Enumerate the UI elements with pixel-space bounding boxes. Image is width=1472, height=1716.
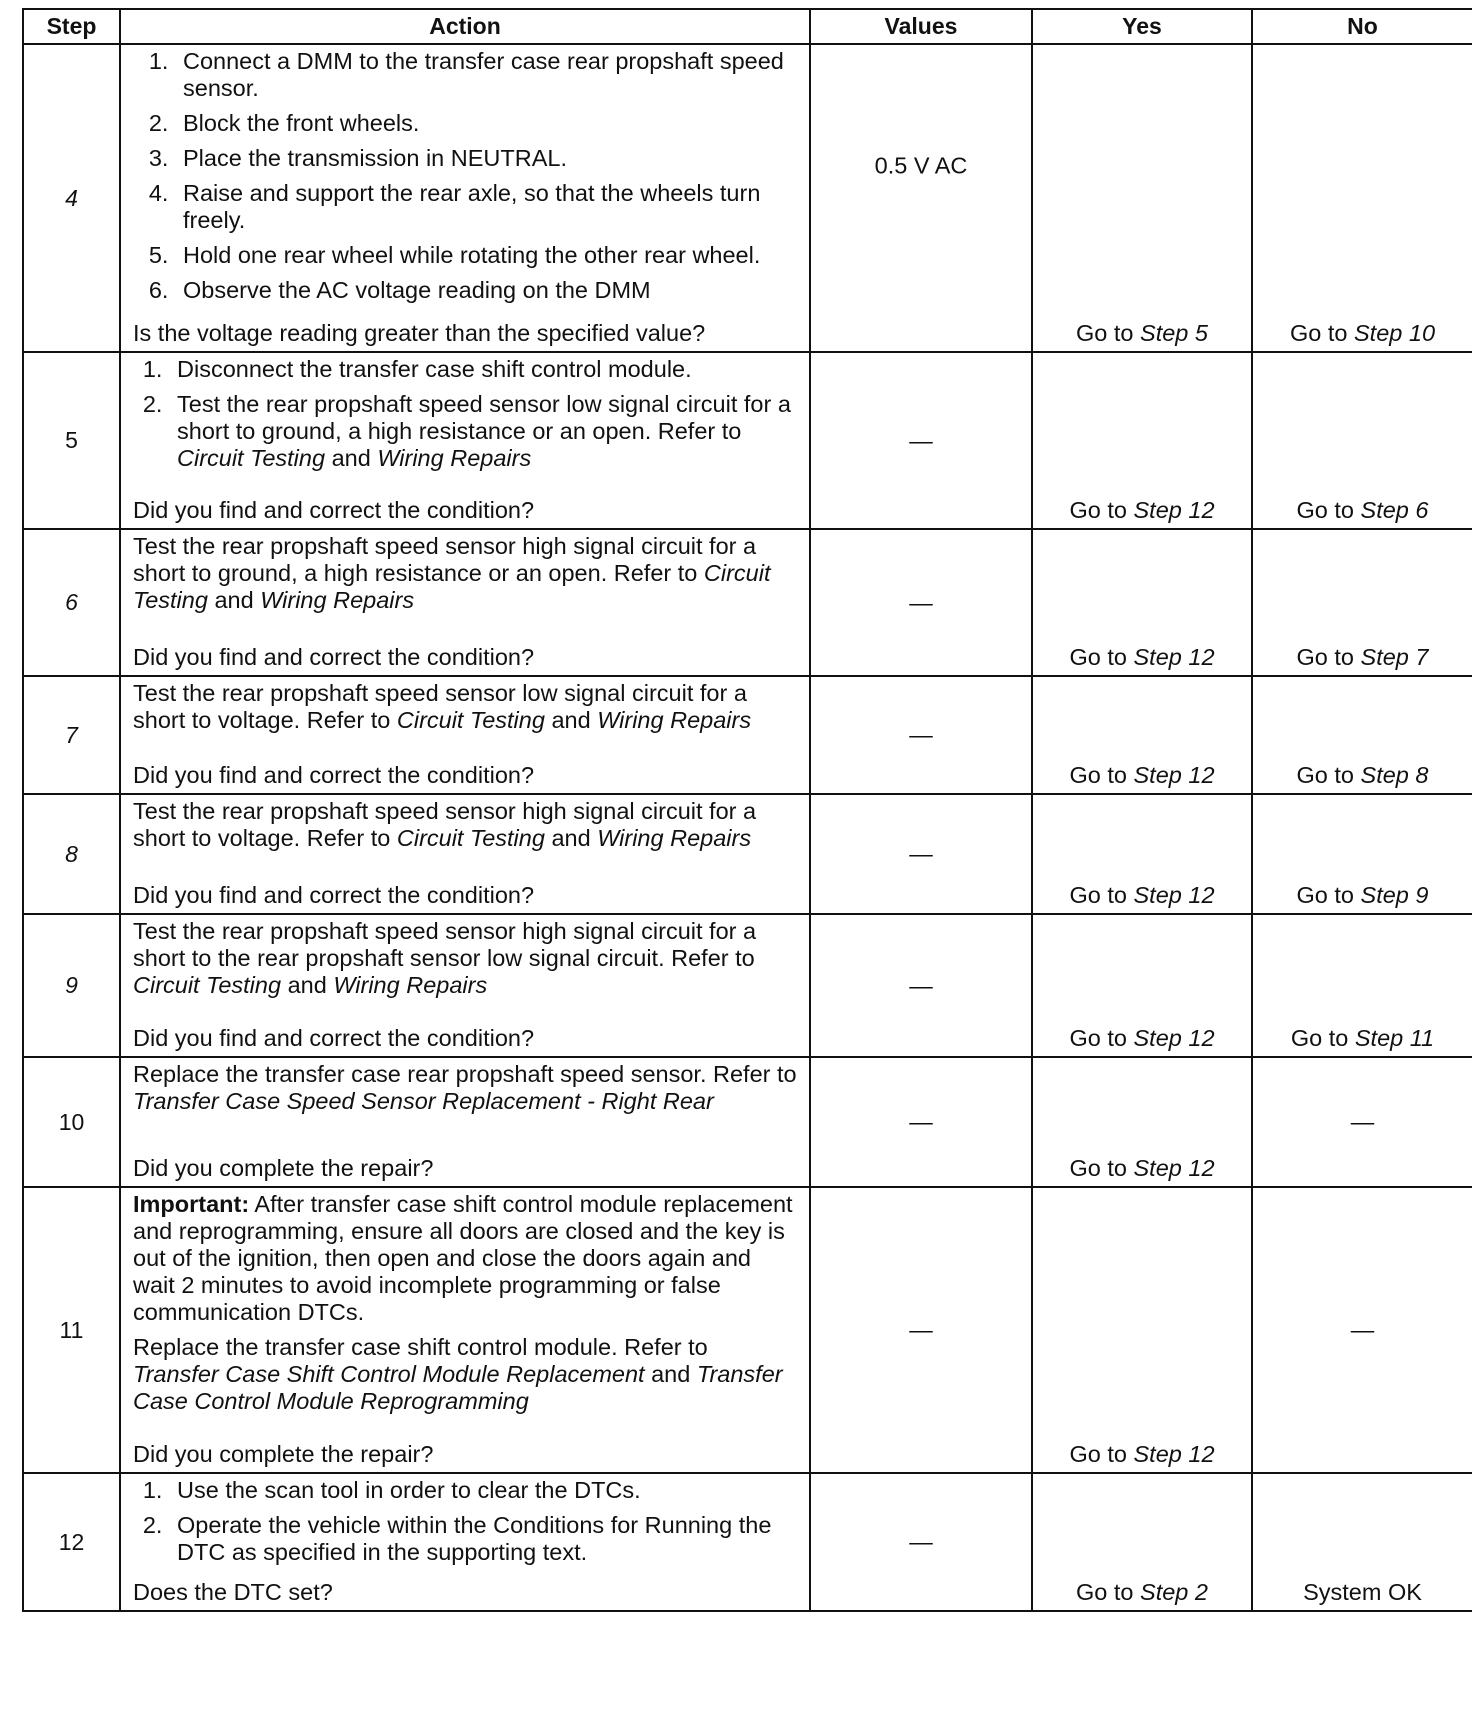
action-text: Test the rear propshaft speed sensor high signal circuit for a short to ground, a high resistance or an open. Refer to Circuit Testing and Wiring Repairs <box>133 533 771 613</box>
action-cell <box>120 352 810 529</box>
yes-step-link[interactable]: Step 12 <box>1133 1025 1215 1051</box>
no-cell: Go to Step 8 <box>1252 676 1472 794</box>
step-number: 12 <box>23 1473 120 1611</box>
step-number: 6 <box>23 529 120 676</box>
yes-step-link[interactable]: Step 12 <box>1133 882 1215 908</box>
values-cell: — <box>810 676 1032 794</box>
no-cell: System OK <box>1252 1473 1472 1611</box>
question: Did you find and correct the condition? <box>133 644 535 670</box>
header-values: Values <box>810 9 1032 44</box>
question: Did you complete the repair? <box>133 1155 434 1181</box>
yes-step-link[interactable]: Step 2 <box>1140 1579 1208 1605</box>
values-cell: — <box>810 352 1032 529</box>
reference-link[interactable]: Wiring Repairs <box>377 445 532 471</box>
no-cell: — <box>1252 1057 1472 1187</box>
no-step-link[interactable]: Step 11 <box>1354 1025 1435 1051</box>
yes-step-link[interactable]: Step 12 <box>1133 497 1215 523</box>
values-cell: — <box>810 1057 1032 1187</box>
no-cell: Go to Step 9 <box>1252 794 1472 914</box>
list-item: 6. Observe the AC voltage reading on the DMM <box>175 277 797 304</box>
step-number: 5 <box>23 352 120 529</box>
step-number: 4 <box>23 44 120 352</box>
question: Does the DTC set? <box>133 1579 333 1605</box>
reference-link[interactable]: Wiring Repairs <box>597 825 752 851</box>
question: Did you find and correct the condition? <box>133 882 535 908</box>
action-list <box>133 356 797 472</box>
no-step-link[interactable]: Step 8 <box>1360 762 1429 788</box>
values-cell: — <box>810 794 1032 914</box>
reference-link[interactable]: Transfer Case Speed Sensor Replacement - Right Rear <box>133 1088 714 1114</box>
list-item: 4. Raise and support the rear axle, so that the wheels turn freely. <box>175 180 797 234</box>
yes-cell: Go to Step 12 <box>1032 529 1252 676</box>
action-cell <box>120 529 810 676</box>
action-text: Replace the transfer case shift control module. Refer to Transfer Case Shift Control Module Replacement and Transfer Case Control Module Reprogramming <box>133 1334 783 1414</box>
step-row-11 <box>23 1187 1472 1473</box>
list-item: 1. Use the scan tool in order to clear the DTCs. <box>169 1477 797 1504</box>
step-number: 8 <box>23 794 120 914</box>
action-list <box>133 1477 797 1566</box>
no-step-link[interactable]: Step 6 <box>1360 497 1429 523</box>
action-text: Test the rear propshaft speed sensor low signal circuit for a short to voltage. Refer to Circuit Testing and Wiring Repairs <box>133 680 752 733</box>
yes-cell: Go to Step 12 <box>1032 1187 1252 1473</box>
action-text: Replace the transfer case rear propshaft speed sensor. Refer to Transfer Case Speed Sensor Replacement - Right Rear <box>133 1061 797 1114</box>
step-number: 10 <box>23 1057 120 1187</box>
values-cell: — <box>810 1473 1032 1611</box>
step-row-6 <box>23 529 1472 676</box>
action-cell <box>120 44 810 352</box>
question: Did you find and correct the condition? <box>133 1025 535 1051</box>
question: Did you find and correct the condition? <box>133 762 535 788</box>
list-item: 2. Operate the vehicle within the Conditions for Running the DTC as specified in the supporting text. <box>169 1512 797 1566</box>
no-step-link[interactable]: Step 7 <box>1360 644 1429 670</box>
yes-cell: Go to Step 12 <box>1032 914 1252 1057</box>
reference-link[interactable]: Circuit Testing <box>396 825 545 851</box>
list-item: 3. Place the transmission in NEUTRAL. <box>175 145 797 172</box>
no-cell: — <box>1252 1187 1472 1473</box>
values-cell: — <box>810 529 1032 676</box>
yes-step-link[interactable]: Step 12 <box>1133 1441 1215 1467</box>
no-cell: Go to Step 11 <box>1252 914 1472 1057</box>
action-cell <box>120 676 810 794</box>
header-step: Step <box>23 9 120 44</box>
yes-step-link[interactable]: Step 12 <box>1133 762 1215 788</box>
list-item: 2. Test the rear propshaft speed sensor low signal circuit for a short to ground, a high resistance or an open. Refer to Circuit Testing and Wiring Repairs <box>169 391 797 472</box>
yes-cell: Go to Step 2 <box>1032 1473 1252 1611</box>
reference-link[interactable]: Wiring Repairs <box>597 707 752 733</box>
important-note: Important: After transfer case shift control module replacement and reprogramming, ensure all doors are closed and the key is out of the ignition, then open and close the doors again and wait 2 minutes to avoid incomplete programming or false communication DTCs. <box>133 1191 793 1325</box>
header-action: Action <box>120 9 810 44</box>
header-yes: Yes <box>1032 9 1252 44</box>
no-step-link[interactable]: Step 10 <box>1354 320 1436 346</box>
action-cell <box>120 794 810 914</box>
yes-step-link[interactable]: Step 12 <box>1133 1155 1215 1181</box>
yes-cell: Go to Step 12 <box>1032 352 1252 529</box>
step-row-5 <box>23 352 1472 529</box>
action-cell <box>120 1057 810 1187</box>
question: Did you find and correct the condition? <box>133 497 535 523</box>
no-step-link[interactable]: Step 9 <box>1360 882 1429 908</box>
reference-link[interactable]: Circuit Testing <box>396 707 545 733</box>
step-row-12 <box>23 1473 1472 1611</box>
step-number: 7 <box>23 676 120 794</box>
list-item: 2. Block the front wheels. <box>175 110 797 137</box>
reference-link[interactable]: Wiring Repairs <box>333 972 488 998</box>
yes-cell: Go to Step 12 <box>1032 1057 1252 1187</box>
reference-link[interactable]: Circuit Testing <box>177 445 326 471</box>
diagnostic-table-page <box>22 8 1452 1612</box>
values-cell: 0.5 V AC <box>810 44 1032 352</box>
action-cell <box>120 914 810 1057</box>
action-text: Test the rear propshaft speed sensor high signal circuit for a short to the rear propshaft sensor low signal circuit. Refer to Circuit Testing and Wiring Repairs <box>133 918 757 998</box>
header-no: No <box>1252 9 1472 44</box>
question: Is the voltage reading greater than the specified value? <box>133 320 706 346</box>
yes-step-link[interactable]: Step 12 <box>1133 644 1215 670</box>
important-label: Important: <box>133 1191 250 1217</box>
step-row-10 <box>23 1057 1472 1187</box>
yes-cell: Go to Step 12 <box>1032 794 1252 914</box>
list-item: 5. Hold one rear wheel while rotating the other rear wheel. <box>175 242 797 269</box>
step-row-7 <box>23 676 1472 794</box>
values-cell: — <box>810 1187 1032 1473</box>
list-item: 1. Connect a DMM to the transfer case rear propshaft speed sensor. <box>175 48 797 102</box>
yes-cell: Go to Step 5 <box>1032 44 1252 352</box>
yes-cell: Go to Step 12 <box>1032 676 1252 794</box>
action-cell <box>120 1187 810 1473</box>
reference-link[interactable]: Transfer Case Shift Control Module Replacement <box>133 1361 645 1387</box>
no-cell: Go to Step 7 <box>1252 529 1472 676</box>
header-row <box>23 9 1472 44</box>
step-row-8 <box>23 794 1472 914</box>
no-cell: Go to Step 10 <box>1252 44 1472 352</box>
step-row-4 <box>23 44 1472 352</box>
list-item: 1. Disconnect the transfer case shift control module. <box>169 356 797 383</box>
step-number: 9 <box>23 914 120 1057</box>
step-row-9 <box>23 914 1472 1057</box>
reference-link[interactable]: Circuit Testing <box>133 972 282 998</box>
action-text: Test the rear propshaft speed sensor high signal circuit for a short to voltage. Refer to Circuit Testing and Wiring Repairs <box>133 798 757 851</box>
action-list <box>133 48 797 304</box>
reference-link[interactable]: Transfer Case Control Module Reprogramming <box>133 1361 783 1414</box>
reference-link[interactable]: Wiring Repairs <box>260 587 415 613</box>
values-cell: — <box>810 914 1032 1057</box>
no-cell: Go to Step 6 <box>1252 352 1472 529</box>
yes-step-link[interactable]: Step 5 <box>1140 320 1208 346</box>
diagnostic-table <box>22 8 1472 1612</box>
reference-link[interactable]: Circuit Testing <box>133 560 771 613</box>
question: Did you complete the repair? <box>133 1441 434 1467</box>
step-number: 11 <box>23 1187 120 1473</box>
action-cell <box>120 1473 810 1611</box>
